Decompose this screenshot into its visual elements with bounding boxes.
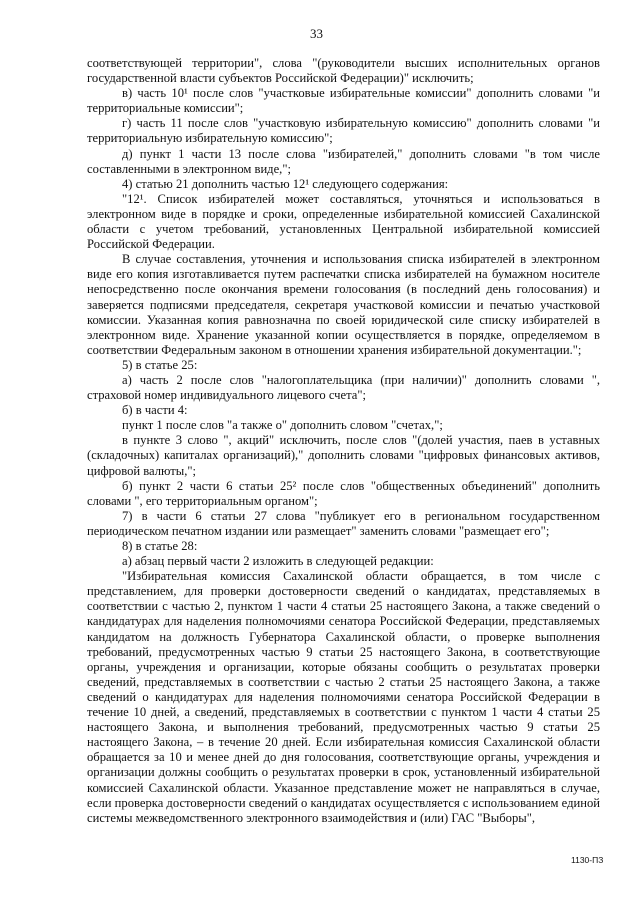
paragraph: б) пункт 2 части 6 статьи 25² после слов "общественных объединений" дополнить словами ", его территориальным органом"; <box>87 478 600 508</box>
paragraph: г) часть 11 после слов "участковую избирательную комиссию" дополнить словами "и территориальную избирательную комиссию"; <box>87 116 600 146</box>
paragraph: а) абзац первый части 2 изложить в следующей редакции: <box>122 554 434 569</box>
paragraph: 4) статью 21 дополнить частью 12¹ следующего содержания: <box>122 176 449 191</box>
paragraph: в пункте 3 слово ", акций" исключить, после слов "(долей участия, паев в уставных (складочных) капиталах организаций)," дополнить словами "цифровых финансовых активов, цифровой валюты,"; <box>87 433 600 478</box>
paragraph: В случае составления, уточнения и использования списка избирателей в электронном виде его копия изготавливается путем распечатки списка избирателей на бумажном носителе непосредственно после окончания времени голосования (в последний день голосования) и заверяется подписями председателя, секретаря участковой комиссии и печатью участковой комиссии. Указанная копия равнозначна по своей юридической силе списку избирателей в электронном виде. Хранение указанной копии осуществляется в порядке, определяемом в соответствии Федеральным законом в отношении хранения избирательной документации."; <box>87 252 600 357</box>
paragraph: 7) в части 6 статьи 27 слова "публикует его в региональном государственном периодическом печатном издании или размещает" заменить словами "размещает его"; <box>87 508 600 538</box>
paragraph: "12¹. Список избирателей может составляться, уточняться и использоваться в электронном виде в порядке и сроки, определенные избирательной комиссией Сахалинской области с учетом требований, установленных Центральной избирательной комиссией Российской Федерации. <box>87 191 600 252</box>
paragraph: а) часть 2 после слов "налогоплательщика (при наличии)" дополнить словами ", страховой номер индивидуального лицевого счета"; <box>87 372 600 403</box>
paragraph: в) часть 10¹ после слов "участковые избирательные комиссии" дополнить словами "и территориальные комиссии"; <box>87 86 600 116</box>
paragraph: б) в части 4: <box>122 403 188 418</box>
document-code: 1130-ПЗ <box>571 855 604 865</box>
paragraph: 8) в статье 28: <box>122 539 198 553</box>
paragraph: "Избирательная комиссия Сахалинской области обращается, в том числе с представлением, для проверки достоверности сведений о кандидатах, представляемых в соответствии с частью 2, пунктом 1 части 4 статьи 25 настоящего Закона, а также сведений о кандидатурах для наделения полномочиями сенатора Российской Федерации, представляемых кандидатом на должность Губернатора Сахалинской области, о проверке выполнения требований, предусмотренных частью 9 статьи 25 настоящего Закона, в соответствующие органы, учреждения и организации, которые обязаны сообщить о результатах проверки сведений, представляемых в соответствии с частью 2 статьи 25 настоящего Закона, а также сведений о кандидатурах для наделения полномочиями сенатора Российской Федерации в течение 10 дней, а сведений, представляемых в соответствии с пунктом 1 части 4 статьи 25 настоящего Закона, и выполнения требований, предусмотренных частью 9 статьи 25 настоящего Закона, – в течение 20 дней. Если избирательная комиссия Сахалинской области обращается за 10 и менее дней до дня голосования, соответствующие органы, учреждения и организации должны сообщить о результатах проверки в срок, установленный избирательной комиссией Сахалинской области. Указанное представление может не направляться в случае, если проверка достоверности сведений о кандидатах осуществляется с использованием единой системы межведомственного электронного взаимодействия и (или) ГАС "Выборы", <box>87 569 600 825</box>
paragraph: 5) в статье 25: <box>122 357 198 372</box>
paragraph: пункт 1 после слов "а также о" дополнить словом "счетах,"; <box>122 418 443 433</box>
page-number: 33 <box>310 26 323 41</box>
document-body <box>87 56 600 826</box>
paragraph: д) пункт 1 части 13 после слова "избирателей," дополнить словами "в том числе составленными в электронном виде,"; <box>87 146 600 176</box>
paragraph: соответствующей территории", слова "(руководители высших исполнительных органов государственной власти субъектов Российской Федерации)" исключить; <box>87 56 600 86</box>
